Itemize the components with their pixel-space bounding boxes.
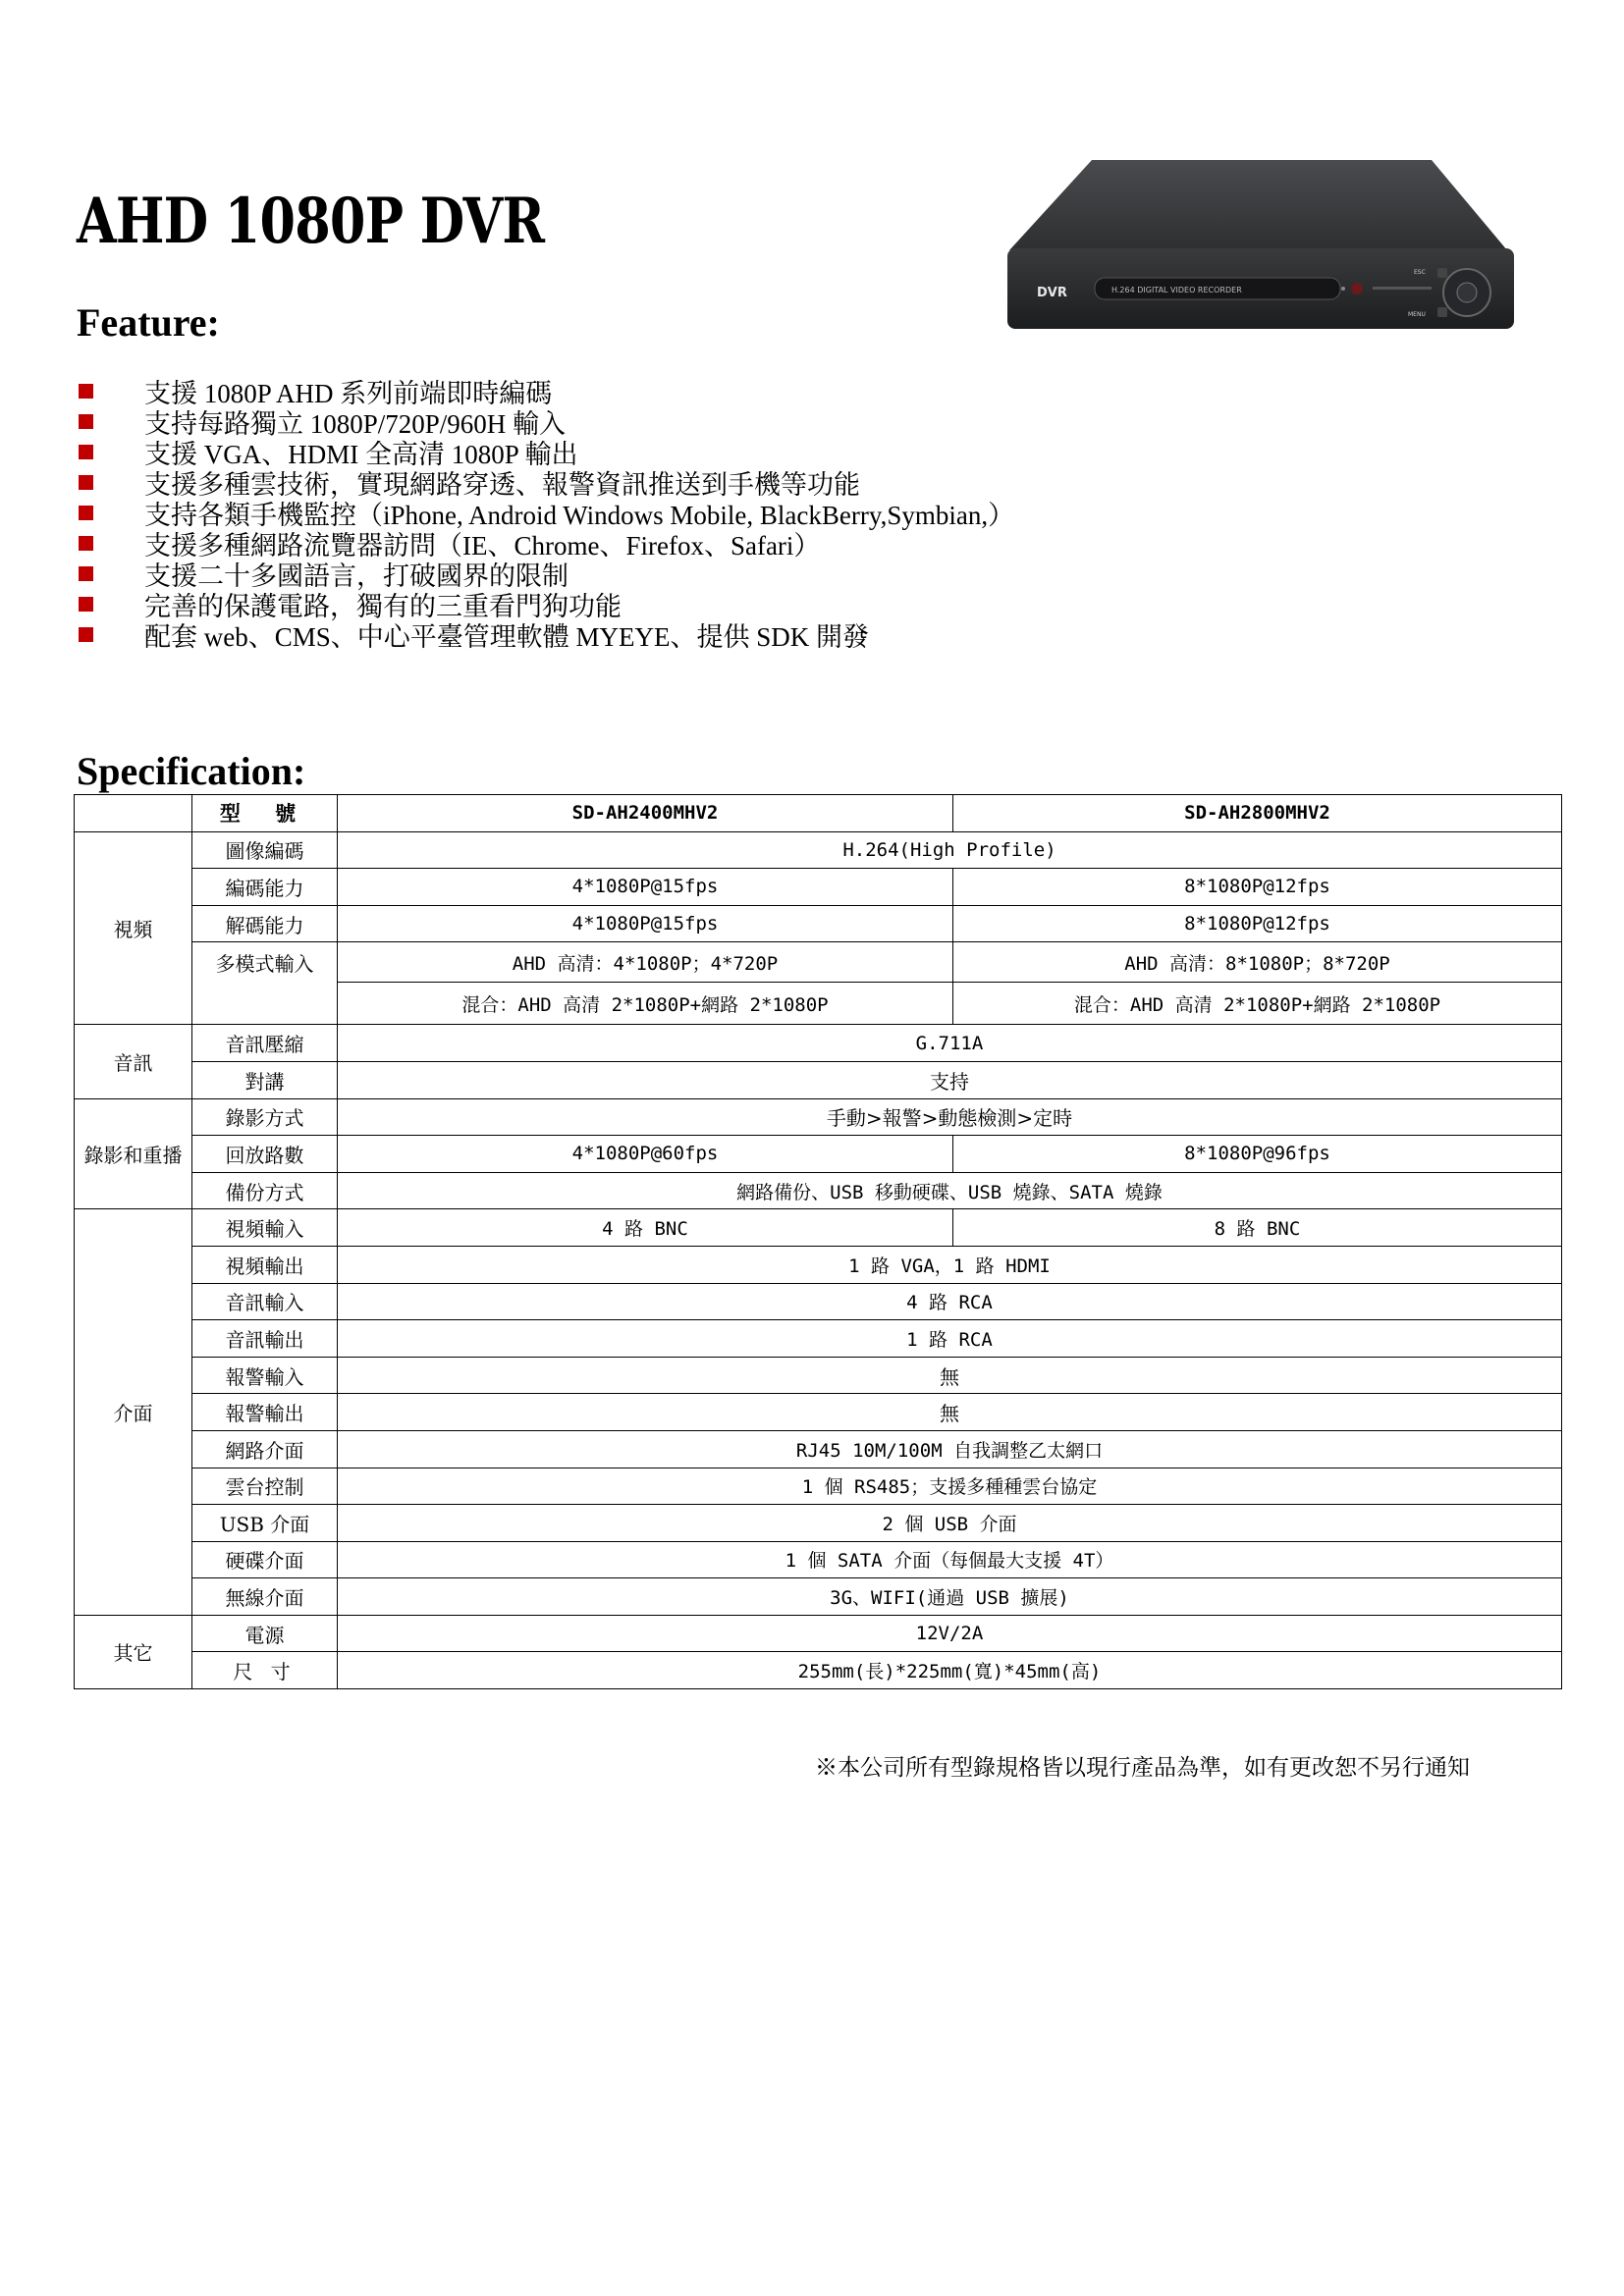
feature-item: 支持每路獨立 1080P/720P/960H 輸入 [79, 406, 1014, 437]
row-value: 1 個 RS485；支援多種種雲台協定 [338, 1468, 1562, 1505]
table-row [75, 1025, 1562, 1062]
row-label: 多模式輸入 [192, 942, 338, 1025]
table-row [75, 1136, 1562, 1173]
group-video: 視頻 [75, 831, 192, 1025]
table-row [75, 795, 1562, 832]
row-label: 雲台控制 [192, 1468, 338, 1505]
group-audio: 音訊 [75, 1025, 192, 1098]
model-a: SD-AH2400MHV2 [338, 795, 953, 832]
row-value: 1 路 RCA [338, 1320, 1562, 1358]
row-value-b: 8*1080P@12fps [953, 869, 1562, 906]
table-row [75, 831, 1562, 869]
feature-item: 支援多種網路流覽器訪問（IE、Chrome、Firefox、Safari） [79, 528, 1014, 559]
spec-corner-cell [75, 795, 192, 832]
row-value-a: 4*1080P@60fps [338, 1136, 953, 1173]
row-value: 手動>報警>動態檢測>定時 [338, 1098, 1562, 1136]
table-row [75, 1652, 1562, 1689]
row-label: 錄影方式 [192, 1098, 338, 1136]
row-label: 編碼能力 [192, 869, 338, 906]
dvr-panel-text: H.264 DIGITAL VIDEO RECORDER [1111, 286, 1242, 294]
bullet-square-icon [79, 475, 93, 490]
dvr-esc-label: ESC [1414, 269, 1426, 276]
row-value: G.711A [338, 1025, 1562, 1062]
table-row [75, 1394, 1562, 1431]
row-value: 4 路 RCA [338, 1283, 1562, 1320]
row-value-a: AHD 高清：4*1080P；4*720P [338, 942, 953, 983]
group-interface: 介面 [75, 1209, 192, 1616]
model-b: SD-AH2800MHV2 [953, 795, 1562, 832]
table-row [75, 1505, 1562, 1542]
bullet-square-icon [79, 506, 93, 520]
row-label: 尺 寸 [192, 1652, 338, 1689]
row-label: 報警輸出 [192, 1394, 338, 1431]
table-row [75, 905, 1562, 942]
dvr-menu-label: MENU [1408, 311, 1426, 318]
bullet-square-icon [79, 445, 93, 459]
row-value: 255mm(長)*225mm(寬)*45mm(高) [338, 1652, 1562, 1689]
table-row [75, 1172, 1562, 1209]
table-row [75, 1541, 1562, 1578]
table-row [75, 1098, 1562, 1136]
bullet-square-icon [79, 536, 93, 551]
row-value-b: AHD 高清：8*1080P；8*720P [953, 942, 1562, 983]
row-label: 視頻輸入 [192, 1209, 338, 1247]
row-label: 報警輸入 [192, 1357, 338, 1394]
row-label: 回放路數 [192, 1136, 338, 1173]
spec-heading: Specification: [77, 749, 306, 793]
bullet-square-icon [79, 414, 93, 429]
table-row [75, 1246, 1562, 1283]
row-value: H.264(High Profile) [338, 831, 1562, 869]
row-label: 解碼能力 [192, 905, 338, 942]
bullet-square-icon [79, 384, 93, 399]
table-row [75, 1468, 1562, 1505]
row-label: 備份方式 [192, 1172, 338, 1209]
table-row [75, 1320, 1562, 1358]
table-row [75, 942, 1562, 983]
row-label: USB 介面 [192, 1505, 338, 1542]
table-row [75, 1357, 1562, 1394]
dvr-logo: DVR [1037, 286, 1067, 300]
bullet-square-icon [79, 566, 93, 581]
feature-list [79, 376, 1014, 650]
row-value: 3G、WIFI(通過 USB 擴展) [338, 1578, 1562, 1616]
table-row [75, 1615, 1562, 1652]
row-value-a: 4*1080P@15fps [338, 905, 953, 942]
row-value-b: 混合：AHD 高清 2*1080P+網路 2*1080P [953, 983, 1562, 1025]
table-row [75, 1578, 1562, 1616]
dvr-product-image [1001, 152, 1522, 334]
table-row [75, 1430, 1562, 1468]
row-value: 支持 [338, 1061, 1562, 1098]
feature-item: 支援 1080P AHD 系列前端即時編碼 [79, 376, 1014, 406]
table-row [75, 1061, 1562, 1098]
table-row [75, 1283, 1562, 1320]
row-value-a: 4 路 BNC [338, 1209, 953, 1247]
row-label: 無線介面 [192, 1578, 338, 1616]
row-label: 電源 [192, 1615, 338, 1652]
row-value-b: 8*1080P@12fps [953, 905, 1562, 942]
row-value: 網路備份、USB 移動硬碟、USB 燒錄、SATA 燒錄 [338, 1172, 1562, 1209]
row-label: 音訊壓縮 [192, 1025, 338, 1062]
row-value: RJ45 10M/100M 自我調整乙太網口 [338, 1430, 1562, 1468]
row-label: 音訊輸出 [192, 1320, 338, 1358]
row-label: 音訊輸入 [192, 1283, 338, 1320]
row-value-b: 8 路 BNC [953, 1209, 1562, 1247]
row-value: 1 個 SATA 介面（每個最大支援 4T） [338, 1541, 1562, 1578]
table-row [75, 1209, 1562, 1247]
feature-item: 完善的保護電路，獨有的三重看門狗功能 [79, 589, 1014, 619]
feature-item: 支援 VGA、HDMI 全高清 1080P 輸出 [79, 437, 1014, 467]
row-label: 視頻輸出 [192, 1246, 338, 1283]
row-value: 無 [338, 1357, 1562, 1394]
group-record: 錄影和重播 [75, 1098, 192, 1209]
row-value: 2 個 USB 介面 [338, 1505, 1562, 1542]
row-value: 1 路 VGA，1 路 HDMI [338, 1246, 1562, 1283]
row-label: 網路介面 [192, 1430, 338, 1468]
bullet-square-icon [79, 627, 93, 642]
page-title: AHD 1080P DVR [77, 185, 545, 258]
row-label: 圖像編碼 [192, 831, 338, 869]
group-other: 其它 [75, 1615, 192, 1688]
row-value: 12V/2A [338, 1615, 1562, 1652]
spec-table [74, 794, 1562, 1689]
row-value-b: 8*1080P@96fps [953, 1136, 1562, 1173]
row-label: 硬碟介面 [192, 1541, 338, 1578]
feature-heading: Feature: [77, 300, 220, 345]
row-value-a: 混合：AHD 高清 2*1080P+網路 2*1080P [338, 983, 953, 1025]
row-value-a: 4*1080P@15fps [338, 869, 953, 906]
feature-item: 配套 web、CMS、中心平臺管理軟體 MYEYE、提供 SDK 開發 [79, 619, 1014, 650]
footnote: ※本公司所有型錄規格皆以現行產品為準，如有更改恕不另行通知 [815, 1755, 1470, 1781]
row-value: 無 [338, 1394, 1562, 1431]
model-label: 型 號 [192, 795, 338, 832]
row-label: 對講 [192, 1061, 338, 1098]
feature-item: 支援多種雲技術，實現網路穿透、報警資訊推送到手機等功能 [79, 467, 1014, 498]
table-row [75, 869, 1562, 906]
feature-item: 支持各類手機監控（iPhone, Android Windows Mobile, BlackBerry,Symbian,） [79, 498, 1014, 528]
feature-item: 支援二十多國語言，打破國界的限制 [79, 559, 1014, 589]
bullet-square-icon [79, 597, 93, 612]
